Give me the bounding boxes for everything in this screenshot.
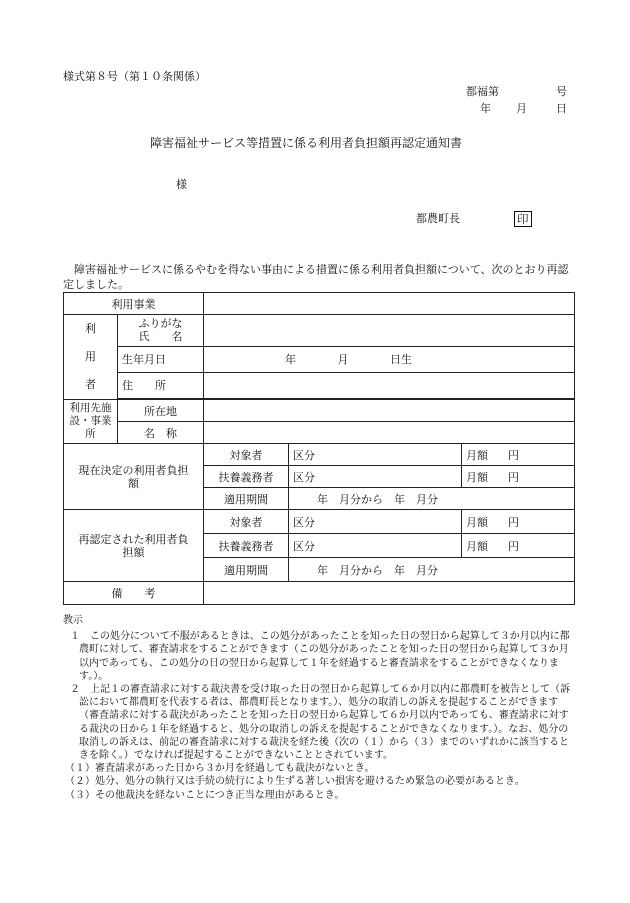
facility-group-label: 利用先施設・事業所: [64, 400, 118, 444]
document-title: 障害福祉サービス等措置に係る利用者負担額再認定通知書: [150, 136, 463, 150]
user-group-label: 利 用 者: [64, 315, 118, 400]
instructions-heading: 教示: [63, 615, 83, 626]
facility-name-value: [204, 422, 575, 444]
facility-name-label: 名 称: [118, 422, 204, 444]
recognized-period-label: 適用期間: [204, 558, 289, 582]
instruction-sub-3: （３）その他裁決を経ないことにつき正当な理由があるとき。: [65, 789, 345, 801]
recognized-target-monthly: 月額 円: [462, 510, 575, 534]
recognized-period-value: 年 月分から 年 月分: [289, 558, 575, 582]
date-month: 月: [516, 102, 527, 115]
current-target-monthly: 月額 円: [462, 444, 575, 466]
instructions-section: [63, 614, 578, 802]
recognized-support-label: 扶養義務者: [204, 534, 289, 558]
instruction-sub-1: （１）審査請求があった日から３か月を経過しても裁決がないとき。: [65, 763, 375, 775]
service-value: [204, 293, 575, 315]
name-label: ふりがな 氏 名: [118, 315, 204, 347]
date-year: 年: [480, 102, 491, 115]
remarks-value: [204, 582, 575, 605]
current-target-label: 対象者: [204, 444, 289, 466]
remarks-label: 備 考: [64, 582, 204, 605]
seal-mark: [514, 208, 532, 227]
birthdate-value: 年 月 日生: [204, 346, 575, 372]
document-number-prefix: 都福第: [466, 85, 499, 98]
recognized-target-category: 区分: [289, 510, 462, 534]
issuer-title: 都農町長: [416, 212, 460, 225]
service-label: 利用事業: [64, 293, 204, 315]
facility-location-value: [204, 400, 575, 422]
recognized-support-monthly: 月額 円: [462, 534, 575, 558]
addressee-suffix: 様: [176, 178, 187, 191]
current-amount-label: 現在決定の利用者負担額: [64, 444, 204, 510]
instruction-item-2: ２ 上記１の審査請求に対する裁決書を受け取った日の翌日から起算して６か月以内に都農町を被告として（訴訟において都農町を代表する者は、都農町長となります。）、処分の取消しの訴えを提起することができます（審査請求に対する裁決があったことを知った日の翌日から起算して６か月以内であっても、審査請求に対する裁決の日から１年を経過すると、処分の取消しの訴えを提起することができなくなります。）。なお、処分の取消しの訴えは、前記の審査請求に対する裁決を経た後（次の（１）から（３）までのいずれかに該当するときを除く。）でなければ提起することができないこととされています。: [70, 684, 570, 762]
address-label: 住 所: [118, 372, 204, 398]
current-support-label: 扶養義務者: [204, 466, 289, 488]
current-support-monthly: 月額 円: [462, 466, 575, 488]
instruction-item-1: １ この処分について不服があるときは、この処分があったことを知った日の翌日から起算して３か月以内に都農町に対して、審査請求をすることができます（この処分があったことを知った日の翌日から起算して３か月以内であっても、この処分の日の翌日から起算して１年を経過すると審査請求をすることができなくなります。）。: [70, 631, 570, 682]
current-support-category: 区分: [289, 466, 462, 488]
form-number: 様式第８号（第１０条関係）: [63, 70, 206, 83]
intro-text: 障害福祉サービスに係るやむを得ない事由による措置に係る利用者負担額について、次のとおり再認定しました。: [63, 263, 569, 291]
current-period-value: 年 月分から 年 月分: [289, 488, 575, 510]
name-value: [204, 315, 575, 347]
birthdate-label: 生年月日: [118, 346, 204, 372]
current-target-category: 区分: [289, 444, 462, 466]
address-value: [204, 372, 575, 398]
facility-location-label: 所在地: [118, 400, 204, 422]
date-day: 日: [556, 102, 567, 115]
current-period-label: 適用期間: [204, 488, 289, 510]
recognized-amount-label: 再認定された利用者負担額: [64, 510, 204, 582]
document-number-suffix: 号: [556, 85, 567, 98]
instruction-sub-2: （２）処分、処分の執行又は手続の続行により生ずる著しい損害を避けるため緊急の必要があるとき。: [65, 776, 525, 788]
recognition-table: [63, 292, 575, 605]
seal-text: 印: [514, 211, 532, 227]
recognized-support-category: 区分: [289, 534, 462, 558]
recognized-target-label: 対象者: [204, 510, 289, 534]
